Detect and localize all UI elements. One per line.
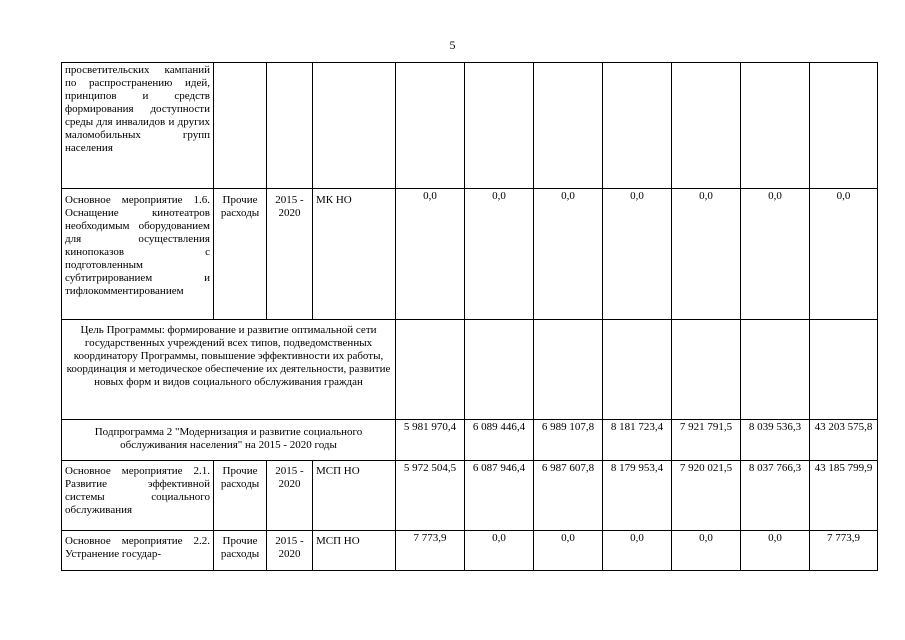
table-row — [62, 189, 878, 320]
value-2015 — [396, 320, 465, 420]
value-2019: 7 921 791,5 — [672, 420, 741, 461]
activity-description: Основное мероприятие 1.6. Оснащение кинотеатров необходимым оборудованием для осуществления кинопоказов с подготовленным субтитрированием и тифлокомментированием — [62, 189, 214, 320]
value-2016 — [465, 63, 534, 189]
value-2015: 0,0 — [396, 189, 465, 320]
value-total: 43 185 799,9 — [810, 461, 878, 531]
value-2016: 6 089 446,4 — [465, 420, 534, 461]
value-2019 — [672, 63, 741, 189]
value-2015: 5 972 504,5 — [396, 461, 465, 531]
value-total — [810, 63, 878, 189]
value-2020 — [741, 320, 810, 420]
value-2016 — [465, 320, 534, 420]
table-row — [62, 320, 878, 420]
executor: МСП НО — [313, 531, 396, 571]
value-2017 — [534, 320, 603, 420]
activity-description: Основное мероприятие 2.1. Развитие эффективной системы социального обслуживания — [62, 461, 214, 531]
value-total: 43 203 575,8 — [810, 420, 878, 461]
value-2016: 0,0 — [465, 189, 534, 320]
period-years: 2015 - 2020 — [267, 531, 313, 571]
value-2020: 8 039 536,3 — [741, 420, 810, 461]
value-2017: 0,0 — [534, 531, 603, 571]
period-years: 2015 - 2020 — [267, 189, 313, 320]
value-2020: 0,0 — [741, 189, 810, 320]
executor — [313, 63, 396, 189]
value-2020: 8 037 766,3 — [741, 461, 810, 531]
period-years: 2015 - 2020 — [267, 461, 313, 531]
value-2015: 5 981 970,4 — [396, 420, 465, 461]
period-years — [267, 63, 313, 189]
program-goal: Цель Программы: формирование и развитие оптимальной сети государственных учреждений всех типов, подведомственных координатору Программы, повышение эффективности их работы, координация и методическое обеспечение их деятельности, развитие новых форм и видов социального обслуживания граждан — [62, 320, 396, 420]
subprogram-title: Подпрограмма 2 "Модернизация и развитие социального обслуживания населения" на 2015 - 2020 годы — [62, 420, 396, 461]
expense-category — [214, 63, 267, 189]
activity-description: Основное мероприятие 2.2. Устранение государ- — [62, 531, 214, 571]
value-2017: 0,0 — [534, 189, 603, 320]
value-2018 — [603, 320, 672, 420]
value-2015 — [396, 63, 465, 189]
value-2018: 8 179 953,4 — [603, 461, 672, 531]
value-2016: 6 087 946,4 — [465, 461, 534, 531]
table-row — [62, 531, 878, 571]
value-2019: 0,0 — [672, 189, 741, 320]
table-row — [62, 420, 878, 461]
budget-table — [61, 62, 878, 571]
value-total — [810, 320, 878, 420]
value-2019 — [672, 320, 741, 420]
executor: МК НО — [313, 189, 396, 320]
value-2017: 6 987 607,8 — [534, 461, 603, 531]
value-2015: 7 773,9 — [396, 531, 465, 571]
expense-category: Прочие расходы — [214, 531, 267, 571]
table-row — [62, 461, 878, 531]
value-total: 7 773,9 — [810, 531, 878, 571]
value-2019: 0,0 — [672, 531, 741, 571]
activity-description: просветительских кампаний по распространению идей, принципов и средств формирования доступности среды для инвалидов и других маломобильных групп населения — [62, 63, 214, 189]
value-2018: 8 181 723,4 — [603, 420, 672, 461]
value-2018 — [603, 63, 672, 189]
expense-category: Прочие расходы — [214, 189, 267, 320]
value-2019: 7 920 021,5 — [672, 461, 741, 531]
value-2017: 6 989 107,8 — [534, 420, 603, 461]
expense-category: Прочие расходы — [214, 461, 267, 531]
table-row — [62, 63, 878, 189]
value-2020: 0,0 — [741, 531, 810, 571]
value-2018: 0,0 — [603, 189, 672, 320]
value-2016: 0,0 — [465, 531, 534, 571]
value-2018: 0,0 — [603, 531, 672, 571]
executor: МСП НО — [313, 461, 396, 531]
value-2020 — [741, 63, 810, 189]
value-2017 — [534, 63, 603, 189]
page-number: 5 — [449, 38, 456, 52]
value-total: 0,0 — [810, 189, 878, 320]
